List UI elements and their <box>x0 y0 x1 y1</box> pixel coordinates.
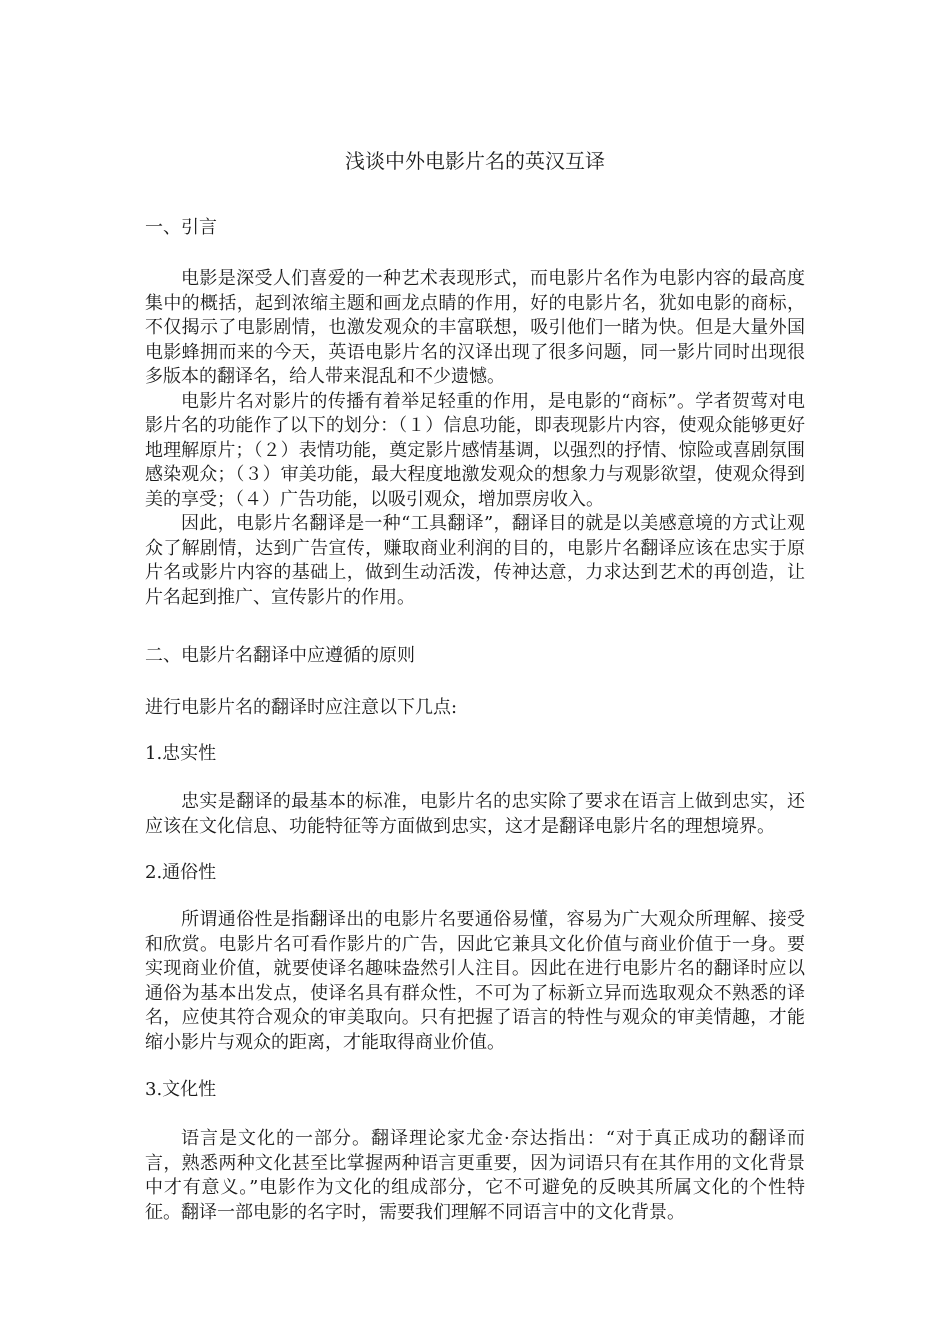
section-heading-introduction: 一、引言 <box>145 217 217 238</box>
paragraph: 语言是文化的一部分。翻译理论家尤金·奈达指出：“对于真正成功的翻译而言，熟悉两种文化甚至比掌握两种语言更重要，因为词语只有在其作用的文化背景中才有意义。”电影作为文化的组成部分，它不可避免的反映其所属文化的个性特征。翻译一部电影的名字时，需要我们理解不同语言中的文化背景。 <box>145 1128 805 1223</box>
principle-heading-popularity: 2.通俗性 <box>145 862 217 883</box>
principle-heading-fidelity: 1.忠实性 <box>145 743 217 764</box>
paragraph: 因此，电影片名翻译是一种“工具翻译”，翻译目的就是以美感意境的方式让观众了解剧情，达到广告宣传，赚取商业利润的目的，电影片名翻译应该在忠实于原片名或影片内容的基础上，做到生动活泼，传神达意，力求达到艺术的再创造，让片名起到推广、宣传影片的作用。 <box>145 513 805 608</box>
principle-heading-culture: 3.文化性 <box>145 1079 217 1100</box>
document-title: 浅谈中外电影片名的英汉互译 <box>345 149 605 173</box>
paragraph: 所谓通俗性是指翻译出的电影片名要通俗易懂，容易为广大观众所理解、接受和欣赏。电影片名可看作影片的广告，因此它兼具文化价值与商业价值于一身。要实现商业价值，就要使译名趣味盎然引人注目。因此在进行电影片名的翻译时应以通俗为基本出发点，使译名具有群众性，不可为了标新立异而选取观众不熟悉的译名，应使其符合观众的审美取向。只有把握了语言的特性与观众的审美情趣，才能缩小影片与观众的距离，才能取得商业价值。 <box>145 909 805 1053</box>
paragraph: 电影是深受人们喜爱的一种艺术表现形式，而电影片名作为电影内容的最高度集中的概括，起到浓缩主题和画龙点睛的作用，好的电影片名，犹如电影的商标，不仅揭示了电影剧情，也激发观众的丰富联想，吸引他们一睹为快。但是大量外国电影蜂拥而来的今天，英语电影片名的汉译出现了很多问题，同一影片同时出现很多版本的翻译名，给人带来混乱和不少遗憾。 <box>145 268 805 387</box>
introduction-body <box>145 267 805 610</box>
section-heading-principles: 二、电影片名翻译中应遵循的原则 <box>145 645 415 666</box>
principle-body-popularity <box>145 908 805 1055</box>
principle-body-culture <box>145 1127 805 1225</box>
paragraph: 忠实是翻译的最基本的标准，电影片名的忠实除了要求在语言上做到忠实，还应该在文化信息、功能特征等方面做到忠实，这才是翻译电影片名的理想境界。 <box>145 791 805 837</box>
paragraph: 电影片名对影片的传播有着举足轻重的作用，是电影的“商标”。学者贺莺对电影片名的功能作了以下的划分：（１）信息功能，即表现影片内容，使观众能够更好地理解原片；（２）表情功能，奠定影片感情基调，以强烈的抒情、惊险或喜剧氛围感染观众；（３）审美功能，最大程度地激发观众的想象力与观影欲望，使观众得到美的享受；（４）广告功能，以吸引观众，增加票房收入。 <box>145 390 805 510</box>
principles-intro: 进行电影片名的翻译时应注意以下几点: <box>145 697 458 718</box>
principle-body-fidelity <box>145 790 805 839</box>
